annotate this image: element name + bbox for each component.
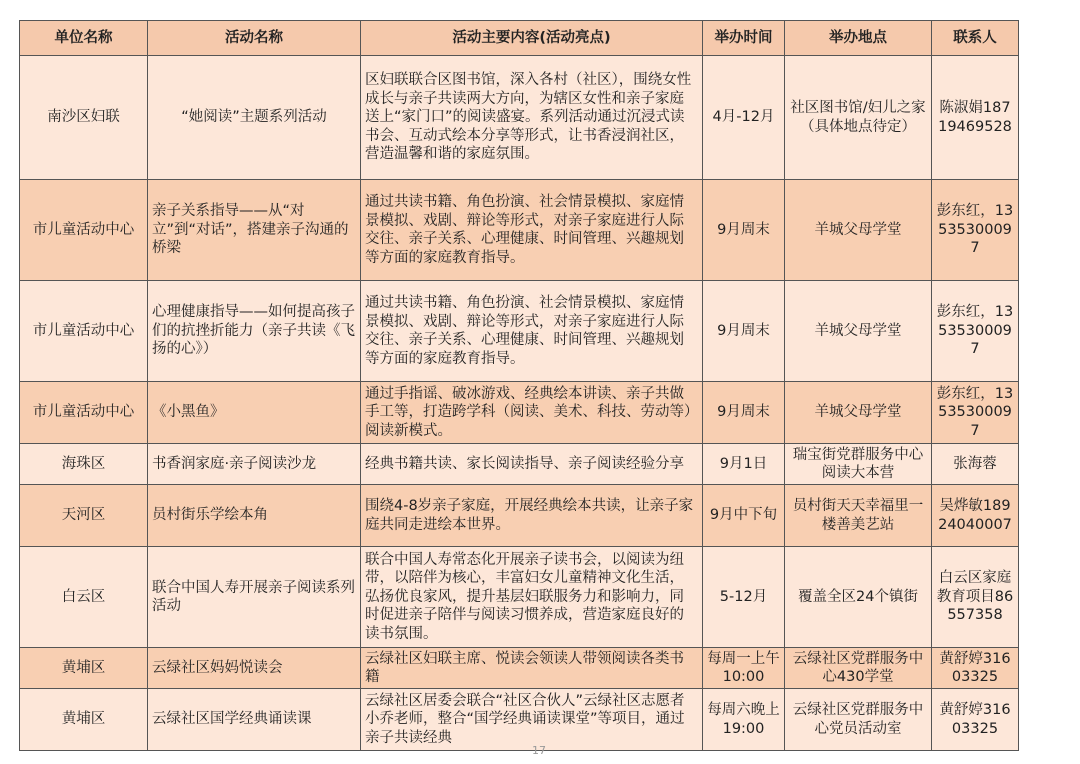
cell-place: 云绿社区党群服务中心430学堂 [785, 648, 932, 689]
table-row [20, 180, 1019, 281]
cell-activity-name: 员村街乐学绘本角 [148, 485, 361, 547]
cell-activity-name: 心理健康指导——如何提高孩子们的抗挫折能力（亲子共读《飞扬的心》） [148, 281, 361, 382]
cell-activity-name: 云绿社区妈妈悦读会 [148, 648, 361, 689]
cell-place: 云绿社区党群服务中心党员活动室 [785, 689, 932, 751]
cell-unit: 市儿童活动中心 [20, 382, 148, 444]
cell-content: 经典书籍共读、家长阅读指导、亲子阅读经验分享 [361, 444, 703, 485]
header-contact: 联系人 [932, 21, 1019, 56]
cell-unit: 南沙区妇联 [20, 56, 148, 180]
cell-place: 羊城父母学堂 [785, 180, 932, 281]
cell-contact: 吴烨敏18924040007 [932, 485, 1019, 547]
cell-place: 覆盖全区24个镇街 [785, 547, 932, 648]
cell-contact: 陈淑娟18719469528 [932, 56, 1019, 180]
cell-activity-name: “她阅读”主题系列活动 [148, 56, 361, 180]
header-place: 举办地点 [785, 21, 932, 56]
table-row [20, 382, 1019, 444]
cell-content: 云绿社区居委会联合“社区合伙人”云绿社区志愿者小乔老师，整合“国学经典诵读课堂”等项目，通过亲子共读经典 [361, 689, 703, 751]
table-row [20, 281, 1019, 382]
cell-activity-name: 书香润家庭·亲子阅读沙龙 [148, 444, 361, 485]
header-unit: 单位名称 [20, 21, 148, 56]
table-row [20, 547, 1019, 648]
cell-place: 瑞宝街党群服务中心阅读大本营 [785, 444, 932, 485]
cell-contact: 黄舒婷31603325 [932, 689, 1019, 751]
cell-activity-name: 《小黑鱼》 [148, 382, 361, 444]
header-content: 活动主要内容(活动亮点) [361, 21, 703, 56]
header-time: 举办时间 [703, 21, 785, 56]
cell-contact: 张海蓉 [932, 444, 1019, 485]
cell-unit: 黄埔区 [20, 689, 148, 751]
cell-content: 区妇联联合区图书馆，深入各村（社区），围绕女性成长与亲子共读两大方向，为辖区女性和亲子家庭送上“家门口”的阅读盛宴。系列活动通过沉浸式读书会、互动式绘本分享等形式，让书香浸润社区，营造温馨和谐的家庭氛围。 [361, 56, 703, 180]
table-row [20, 56, 1019, 180]
cell-content: 联合中国人寿常态化开展亲子读书会，以阅读为纽带，以陪伴为核心，丰富妇女儿童精神文化生活，弘扬优良家风，提升基层妇联服务力和影响力，同时促进亲子陪伴与阅读习惯养成，营造家庭良好的读书氛围。 [361, 547, 703, 648]
cell-content: 通过共读书籍、角色扮演、社会情景模拟、家庭情景模拟、戏剧、辩论等形式，对亲子家庭进行人际交往、亲子关系、心理健康、时间管理、兴趣规划等方面的家庭教育指导。 [361, 281, 703, 382]
table-row [20, 648, 1019, 689]
cell-place: 社区图书馆/妇儿之家（具体地点待定） [785, 56, 932, 180]
cell-time: 9月周末 [703, 180, 785, 281]
page-number: 17 [532, 744, 546, 757]
cell-time: 9月中下旬 [703, 485, 785, 547]
cell-time: 9月1日 [703, 444, 785, 485]
cell-time: 5-12月 [703, 547, 785, 648]
cell-time: 9月周末 [703, 382, 785, 444]
cell-contact: 彭东红，13535300097 [932, 382, 1019, 444]
cell-content: 通过共读书籍、角色扮演、社会情景模拟、家庭情景模拟、戏剧、辩论等形式，对亲子家庭进行人际交往、亲子关系、心理健康、时间管理、兴趣规划等方面的家庭教育指导。 [361, 180, 703, 281]
cell-activity-name: 联合中国人寿开展亲子阅读系列活动 [148, 547, 361, 648]
cell-place: 羊城父母学堂 [785, 281, 932, 382]
table-header-row [20, 21, 1019, 56]
table-row [20, 444, 1019, 485]
table-row [20, 485, 1019, 547]
cell-unit: 天河区 [20, 485, 148, 547]
cell-contact: 黄舒婷31603325 [932, 648, 1019, 689]
cell-content: 云绿社区妇联主席、悦读会领读人带领阅读各类书籍 [361, 648, 703, 689]
cell-contact: 白云区家庭教育项目86557358 [932, 547, 1019, 648]
cell-contact: 彭东红，13535300097 [932, 281, 1019, 382]
header-activity-name: 活动名称 [148, 21, 361, 56]
cell-content: 围绕4-8岁亲子家庭，开展经典绘本共读，让亲子家庭共同走进绘本世界。 [361, 485, 703, 547]
cell-unit: 市儿童活动中心 [20, 281, 148, 382]
cell-unit: 白云区 [20, 547, 148, 648]
table-row [20, 689, 1019, 751]
cell-unit: 黄埔区 [20, 648, 148, 689]
cell-time: 每周六晚上19:00 [703, 689, 785, 751]
cell-time: 4月-12月 [703, 56, 785, 180]
cell-contact: 彭东红，13535300097 [932, 180, 1019, 281]
cell-activity-name: 云绿社区国学经典诵读课 [148, 689, 361, 751]
cell-time: 9月周末 [703, 281, 785, 382]
cell-activity-name: 亲子关系指导——从“对立”到“对话”，搭建亲子沟通的桥梁 [148, 180, 361, 281]
cell-unit: 海珠区 [20, 444, 148, 485]
cell-unit: 市儿童活动中心 [20, 180, 148, 281]
cell-place: 员村街天天幸福里一楼善美艺站 [785, 485, 932, 547]
activity-schedule-table [19, 20, 1019, 751]
cell-time: 每周一上午10:00 [703, 648, 785, 689]
cell-content: 通过手指谣、破冰游戏、经典绘本讲读、亲子共做手工等，打造跨学科（阅读、美术、科技、劳动等）阅读新模式。 [361, 382, 703, 444]
cell-place: 羊城父母学堂 [785, 382, 932, 444]
